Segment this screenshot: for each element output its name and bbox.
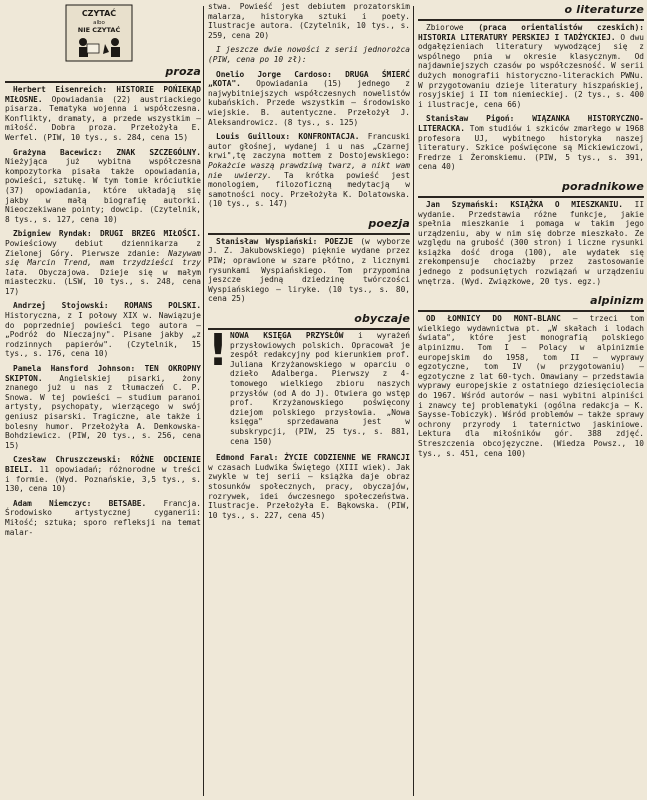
entry-body: Francuski autor głośnej, wydanej i u nas „Czarnej krwi",tę zaczyna mottem z Dostojewskiego: — [208, 132, 410, 161]
entry-author: Czesław Chruszczewski: — [13, 455, 122, 465]
entry-title: KSIĄŻKA O MIESZKANIU. — [510, 199, 623, 209]
column-1 — [5, 0, 201, 800]
review-entry — [5, 229, 201, 296]
section-heading-proza — [5, 62, 201, 78]
entry-body: II wydanie. Przedstawia różne funkcje, jakie spełnia mieszkanie i pomaga w takim jego urządzeniu, aby w nim się dobrze mieszkało. Ze względu na grubość (300 stron) i liczne rysunki książka dość droga (100), ale wydatek się zrekompensuje chociażby przez zastosowanie jednego z podsuniętych rozwiązań w urządzeniu wnętrza. (Wyd. Związkowe, 20 tys. egz.) — [418, 199, 644, 286]
column-3 — [418, 0, 644, 800]
entry-quote: Pokażcie waszą prawdziwą twarz, a nikt wam nie uwierzy. — [208, 160, 410, 180]
entry-title: ŻYCIE CODZIENNE WE FRANCJI — [284, 453, 410, 463]
column-2 — [208, 0, 410, 800]
entry-quote: Nazywam się Marcin Trend, mam trzydzieści trzy lata. — [5, 248, 201, 277]
entry-title: BETSABE. — [108, 498, 147, 508]
highlight-entry — [208, 325, 410, 451]
logo-line-2: albo — [93, 20, 105, 26]
entry-body: w czasach Ludwika Świętego (XIII wiek). Jak zwykle w tej serii — książka daje obraz stosunków społecznych, pracy, obyczajów, rozrywek, idei ówczesnego społeczeństwa. Ilustracje. Przełożyła E. Bąkowska. (PIW, 10 tys., s. 227, cena 45) — [208, 462, 410, 520]
review-entry — [5, 148, 201, 225]
section-heading-obyczaje — [208, 309, 410, 325]
section-rule — [208, 233, 410, 235]
review-entry — [208, 70, 410, 128]
entry-body: 11 opowiadań; różnorodne w treści i formie. (Wyd. Poznańskie, 3,5 tys., s. 130, cena 10) — [5, 464, 201, 494]
section-rule — [418, 196, 644, 198]
entry-body: Opowiadania (22) austriackiego pisarza. Tematyka wojenna i współczesna. Konflikty, dramaty, a przede wszystkim — miłość. Dobra proza. Przełożyła E. Werfel. (PIW, 10 tys., s. 284, cena 15) — [5, 94, 201, 142]
entry-body: Obyczajowa. Dzieje się w małym miasteczku. (LSW, 10 tys., s. 248, cena 17) — [5, 267, 201, 296]
entry-author: Pamela Hansford Johnson: — [13, 364, 136, 374]
entry-title: (praca orientalistów czeskich): HISTORIA LITERATURY PERSKIEJ I TADŻYCKIEJ. — [418, 23, 644, 42]
entry-author: Onelio Jorge Cardoso: — [216, 69, 332, 79]
section-heading-o-literaturze — [418, 0, 644, 16]
column-divider — [413, 6, 414, 796]
entry-author: Jan Szymański: — [426, 199, 499, 209]
entry-author: Edmond Faral: — [216, 453, 279, 463]
entry-title: ZNAK SZCZEGÓLNY. — [116, 147, 201, 157]
entry-title: POEZJE — [324, 236, 353, 246]
section-label: poradnikowe — [561, 179, 644, 193]
entry-author: Stanisław Wyspiański: — [216, 236, 318, 246]
logo-line-1: CZYTAĆ — [81, 9, 117, 18]
entry-body: O dwu odgałęzieniach literatury wywodzącej się z wspólnego pnia w okresie klasycznym. Od najdawniejszych czasów po współczesność. W serii dużych monografii historyczno-literackich PWNu. W przygotowaniu dzieje literatury hiszpańskiej, rosyjskiej i II tom niemieckiej. (2 tys., s. 400 i ilustracje, cena 66) — [418, 32, 644, 109]
review-entry — [5, 455, 201, 493]
entry-body: Ta krótka powieść jest monologiem, filozoficzną medytacją w samotności nocy. Przełożyła K. Dolatowska. (10 tys., s. 147) — [208, 170, 410, 209]
review-entry — [5, 301, 201, 359]
series-note — [208, 45, 410, 64]
column-divider — [203, 6, 204, 796]
entry-title: ROMANS POLSKI. — [124, 301, 201, 311]
entry-author: Grażyna Bacewicz: — [13, 147, 103, 157]
entry-body: Angielskiej pisarki, żony znanego już u nas z tłumaczeń C. P. Snowa. W tej powieści — studium paranoi artysty, psychopaty, wierzącego w swój geniusz pisarski. Tragiczne, ale także i bolesny humor. Przełożyła A. Demkowska-Bohdziewicz. (PIW, 20 tys., s. 256, cena 15) — [5, 373, 201, 450]
logo-line-3: NIE CZYTAĆ — [77, 26, 121, 34]
review-entry-continued — [208, 2, 410, 40]
section-label: proza — [165, 65, 201, 78]
section-heading-poradnikowe — [418, 177, 644, 193]
entry-title: KONFRONTACJA. — [298, 132, 360, 142]
section-rule — [418, 310, 644, 312]
review-entry — [418, 200, 644, 286]
review-entry — [230, 331, 410, 446]
section-label: obyczaje — [354, 312, 410, 326]
entry-body: Nieżyjąca już wybitna współczesna kompozytorka pisała także opowiadania, powieści, sztukę. W tym tomie króciutkie (37) opowiadania, które układają się jakby w małą biografię autorki. Nieoczekiwane pointy; dowcip. (Czytelnik, 8 tys., s. 127, cena 10) — [5, 157, 201, 224]
read-or-not-logo — [65, 4, 133, 62]
section-label: alpinizm — [590, 294, 644, 308]
entry-title: DRUGI BRZEG MIŁOŚCI. — [99, 229, 201, 239]
logo-row — [5, 0, 201, 62]
entry-body: i wyrażeń przysłowiowych polskich. Opracował je zespół redakcyjny pod kierunkiem prof. Juliana Krzyżanowskiego w oparciu o dzieło Adalberga. Pierwszy z 4-tomowego wielkiego zbioru naszych przysłów (od A do J). Otwiera go wstęp prof. Krzyżanowskiego poświęcony dziejom polskiego przysłowia. „Nowa księga" sprzedawana jest w subskrypcji, (PIW, 25 tys., s. 881, cena 150) — [230, 331, 410, 446]
entry-title: HISTORIE POŃIEKĄD MIŁOSNE. — [5, 85, 201, 104]
entry-title: RÓŻNE ODCIENIE BIELI. — [5, 455, 201, 474]
entry-title: NOWA KSIĘGA PRZYSŁÓW — [230, 331, 344, 341]
section-label: o literaturze — [564, 3, 644, 16]
review-entry — [418, 23, 644, 109]
entry-author: Zbigniew Ryndak: — [13, 229, 92, 239]
entry-author: Stanisław Pigoń: — [426, 114, 515, 124]
entry-body: stwa. Powieść jest debiutem prozatorskim malarza, historyka sztuki i poety. Ilustracje autora. (Czytelnik, 10 tys., s. 259, cena 20) — [208, 2, 410, 40]
entry-title: WIĄZANKA HISTORYCZNO-LITERACKA. — [418, 114, 644, 133]
entry-body: Opowiadania (15) jednego z najwybitniejszych współczesnych nowelistów kubańskich. Przede wszystkim — środowisko wiejskie. B. autentyczne. Przełożył J. Aleksandrowicz. (8 tys., s. 125) — [208, 79, 410, 127]
review-entry — [208, 453, 410, 520]
section-rule — [418, 19, 644, 21]
entry-author: Adam Niemczyc: — [13, 498, 92, 508]
entry-body: Francja. Środowisko artystycznej cyganerii: Miłość; sztuka; sporo refleksji na temat malar- — [5, 498, 201, 537]
review-entry — [5, 499, 201, 537]
entry-body: Powieściowy debiut dziennikarza z Zielonej Góry. Pierwsze zdanie: — [5, 238, 201, 258]
entry-body: Tom studiów i szkiców zmarłego w 1968 profesora UJ, wybitnego historyka naszej literatury. Szkice poświęcone są Mickiewiczowi, Fredrze i Żeromskiemu. (PIW, 5 tys., s. 391, cena 40) — [418, 123, 644, 172]
section-rule — [208, 328, 410, 330]
entry-author: Herbert Eisenreich: — [13, 85, 107, 94]
review-entry — [418, 314, 644, 458]
section-label: poezja — [368, 216, 410, 230]
review-entry — [5, 364, 201, 450]
entry-body: Historyczna, z I połowy XIX w. Nawiązuje do poprzedniej powieści tego autora — „Podróż do Nieczajny". Pisane jakby „z rodzinnych papierów". (Czytelnik, 15 tys., s. 176, cena 10) — [5, 311, 201, 359]
series-note-text: I jeszcze dwie nowości z serii jednorożca (PIW, cena po 10 zł): — [208, 45, 410, 64]
review-entry — [208, 132, 410, 209]
review-entry — [418, 114, 644, 172]
entry-author: Louis Guilloux: — [216, 132, 291, 142]
section-rule — [5, 81, 201, 83]
entry-title: TEN OKROPNY SKIPTON. — [5, 364, 201, 383]
section-heading-alpinizm — [418, 291, 644, 307]
entry-title: OD ŁOMNICY DO MONT-BLANC — [426, 314, 561, 324]
entry-lead: Zbiorowe — [426, 23, 464, 32]
entry-body: — trzeci tom wielkiego wydawnictwa pt. „W skałach i lodach świata", które jest monografią polskiego alpinizmu. Tom I — Polacy w alpinizmie europejskim do 1958, tom II — wyprawy egzotyczne, tom IV (w przygotowaniu) — egzotyczne z lat 60-tych. Omawiany — przedstawia wyprawy europejskie z ostatniego dziesięciolecia do 1967. Wśród autorów — nasi wybitni alpiniści i znawcy tej problematyki (ogólna redakcja — K. Saysse-Tobiczyk). Wśród problemów — także sprawy ochrony przyrody i taternictwo jaskiniowe. Lektura dla miłośników gór. 388 zdjęć. Streszczenia obcojęzyczne. (Wiedza Powsz., 10 tys., s. 451, cena 100) — [418, 314, 644, 458]
entry-author: Andrzej Stojowski: — [13, 301, 109, 311]
review-entry — [5, 85, 201, 143]
review-entry — [208, 237, 410, 304]
section-heading-poezja — [208, 214, 410, 230]
entry-body: (w wyborze J. Z. Jakubowskiego) pięknie wydane przez PIW; oprawione w szare płótno, z licznymi rysunkami Wyspiańskiego. Tom przypomina jeszcze jedną dziedzinę twórczości Wyspiańskiego — liryke. (10 tys., s. 80, cena 25) — [208, 236, 410, 304]
exclamation-icon: ! — [208, 325, 229, 377]
entry-title: DRUGA ŚMIERĆ „KOTA". — [208, 69, 410, 89]
